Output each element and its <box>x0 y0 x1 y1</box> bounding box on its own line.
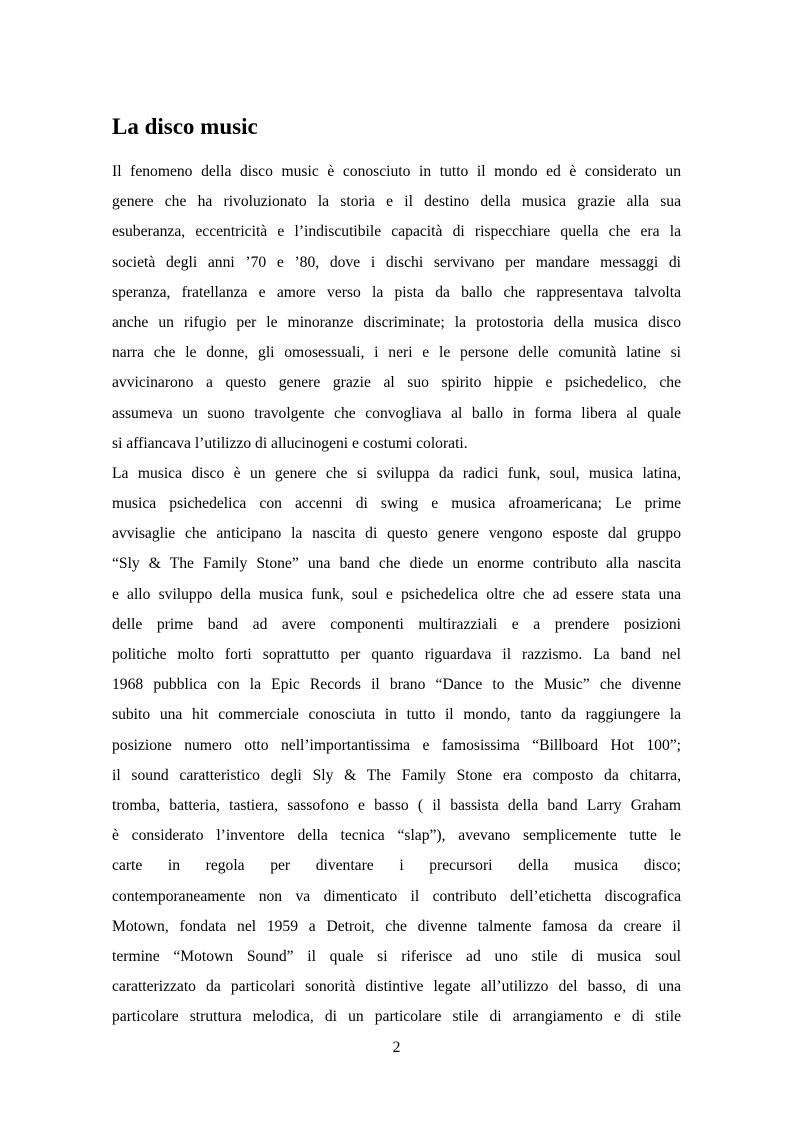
text-line: tromba, batteria, tastiera, sassofono e basso ( il bassista della band Larry Graham <box>112 796 681 814</box>
text-line: musica psichedelica con accenni di swing e musica afroamericana; Le prime <box>112 495 681 513</box>
text-line: anche un rifugio per le minoranze discriminate; la protostoria della musica disco <box>112 313 681 331</box>
text-line: Motown, fondata nel 1959 a Detroit, che divenne talmente famosa da creare il <box>112 917 681 935</box>
text-line: e allo sviluppo della musica funk, soul e psichedelica oltre che ad essere stata una <box>112 585 681 603</box>
text-line: esuberanza, eccentricità e l’indiscutibile capacità di rispecchiare quella che era la <box>112 223 681 241</box>
text-line: carte in regola per diventare i precursori della musica disco; <box>112 857 681 875</box>
text-line: speranza, fratellanza e amore verso la pista da ballo che rappresentava talvolta <box>112 283 681 301</box>
text-line: delle prime band ad avere componenti multirazziali e a prendere posizioni <box>112 615 681 633</box>
text-line: genere che ha rivoluzionato la storia e il destino della musica grazie alla sua <box>112 193 681 211</box>
text-line: contemporaneamente non va dimenticato il contributo dell’etichetta discografica <box>112 887 681 905</box>
text-line: avvisaglie che anticipano la nascita di questo genere vengono esposte dal gruppo <box>112 525 681 543</box>
text-line: La musica disco è un genere che si sviluppa da radici funk, soul, musica latina, <box>112 464 681 482</box>
text-line: “Sly & The Family Stone” una band che diede un enorme contributo alla nascita <box>112 555 681 573</box>
text-line: narra che le donne, gli omosessuali, i neri e le persone delle comunità latine si <box>112 344 681 362</box>
text-line: particolare struttura melodica, di un particolare stile di arrangiamento e di stile <box>112 1008 681 1026</box>
text-line: avvicinarono a questo genere grazie al suo spirito hippie e psichedelico, che <box>112 374 681 392</box>
text-line: assumeva un suono travolgente che convogliava al ballo in forma libera al quale <box>112 404 681 422</box>
text-line: posizione numero otto nell’importantissima e famosissima “Billboard Hot 100”; <box>112 736 681 754</box>
page-number: 2 <box>392 1039 401 1056</box>
text-line: politiche molto forti soprattutto per quanto riguardava il razzismo. La band nel <box>112 646 681 663</box>
section-heading: La disco music <box>112 114 258 139</box>
text-line: si affiancava l’utilizzo di allucinogeni e costumi colorati. <box>112 434 468 452</box>
text-line: caratterizzato da particolari sonorità distintive legate all’utilizzo del basso, di una <box>112 978 681 996</box>
text-line: società degli anni ’70 e ’80, dove i dischi servivano per mandare messaggi di <box>112 253 681 271</box>
text-line: termine “Motown Sound” il quale si riferisce ad uno stile di musica soul <box>112 947 681 965</box>
text-line: 1968 pubblica con la Epic Records il brano “Dance to the Music” che divenne <box>112 676 681 694</box>
text-line: subito una hit commerciale conosciuta in tutto il mondo, tanto da raggiungere la <box>112 706 681 724</box>
text-line: il sound caratteristico degli Sly & The Family Stone era composto da chitarra, <box>112 766 681 784</box>
text-line: è considerato l’inventore della tecnica “slap”), avevano semplicemente tutte le <box>112 827 681 845</box>
body-paragraphs <box>112 157 681 1032</box>
text-line: Il fenomeno della disco music è conosciuto in tutto il mondo ed è considerato un <box>112 163 681 180</box>
